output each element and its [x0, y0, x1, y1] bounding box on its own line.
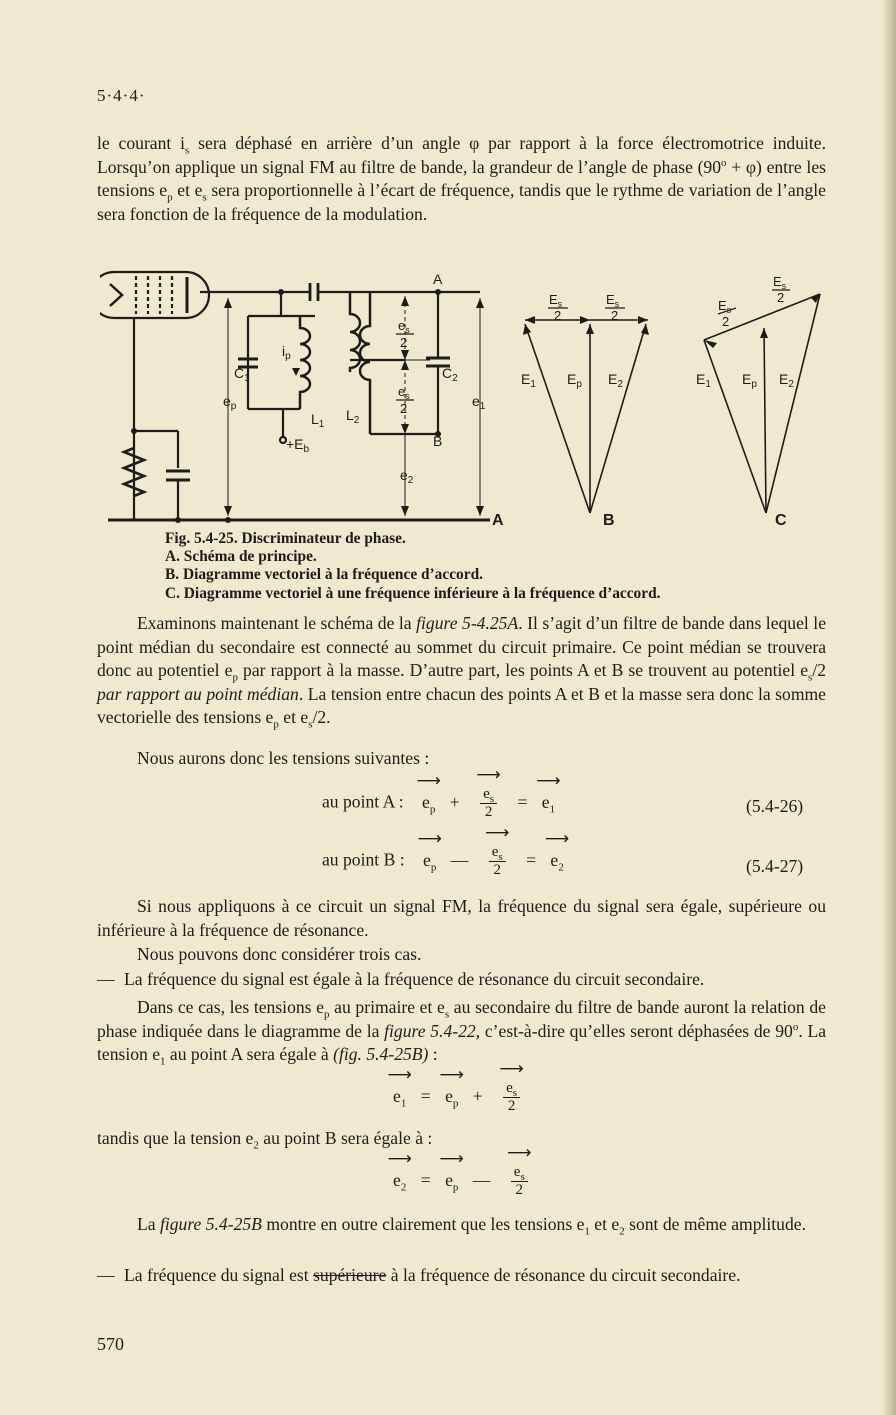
- page-number: 570: [97, 1334, 124, 1354]
- label-Es-right: $E_s$: [606, 292, 620, 309]
- label-L2: $L_2$: [346, 407, 360, 426]
- label-ip: $i_p$: [282, 343, 291, 362]
- label-E1-B: $E_1$: [521, 371, 536, 390]
- label-es-upper: $e_s$: [398, 318, 410, 335]
- case-2: — La fréquence du signal est supérieure à la fréquence de résonance du circuit secondaire.: [97, 1265, 741, 1285]
- intro-paragraph: le courant $i_s$ sera déphasé en arrière d’un angle φ par rapport à la force électromotrice induite. Lorsqu’on applique un signal FM au filtre de bande, la grandeur de l’angle de phase $(90^o + \varphi)$ entre les tensions $e_p$ et $e_s$ sera proportionnelle à l’écart de fréquence, tandis que le rythme de variation de l’angle sera fonction de la fréquence de la modulation.: [97, 133, 826, 224]
- label-E2-C: $E_2$: [779, 371, 794, 390]
- coil-L2: [360, 292, 370, 434]
- figure-caption: [165, 530, 845, 603]
- paragraph-6: tandis que la tension $e_2$ au point B sera égale à :: [97, 1128, 433, 1152]
- label-C-diagram: C: [775, 512, 787, 529]
- tube-cathode: [110, 284, 122, 306]
- paragraph-4: Nous pouvons donc considérer trois cas.: [137, 944, 422, 964]
- cathode-resistor: [124, 448, 144, 496]
- caption-title: Fig. 5.4-25. Discriminateur de phase.: [165, 530, 406, 547]
- label-A-diagram: A: [492, 512, 504, 529]
- label-E1-C: $E_1$: [696, 371, 711, 390]
- phase-discriminator-figure: [100, 268, 840, 530]
- label-es-upper-den: 2: [400, 335, 408, 350]
- label-Es-C-left-den: 2: [722, 314, 730, 329]
- label-C1: $C_1$: [234, 365, 250, 384]
- caption-item-b: B. Diagramme vectoriel à la fréquence d’accord.: [165, 566, 483, 584]
- label-Es-C-right-den: 2: [777, 290, 785, 305]
- equation-e1: ⟶ $e_1$ = ⟶ $e_p$ + ⟶ $e_s$ 2: [387, 1059, 524, 1114]
- coil-L1: [300, 316, 310, 409]
- label-C2: $C_2$: [442, 365, 458, 384]
- equation-number-26: (5.4-26): [746, 796, 804, 816]
- caption-item-c: C. Diagramme vectoriel à une fréquence inférieure à la fréquence d’accord.: [165, 584, 661, 602]
- label-Ep-B: $E_p$: [567, 371, 582, 390]
- label-E2-B: $E_2$: [608, 371, 623, 390]
- label-Eb: $+E_b$: [286, 436, 310, 455]
- label-e2: $e_2$: [400, 467, 414, 486]
- page-edge: [882, 0, 896, 1415]
- equation-number-27: (5.4-27): [746, 856, 804, 876]
- label-Es-left-den: 2: [554, 308, 562, 323]
- tube-envelope: [100, 272, 209, 318]
- label-e1: $e_1$: [472, 393, 486, 412]
- label-es-lower-den: 2: [400, 401, 408, 416]
- label-ep: $e_p$: [223, 393, 237, 412]
- label-L1: $L_1$: [311, 411, 325, 430]
- paragraph-3: Si nous appliquons à ce circuit un signal FM, la fréquence du signal sera égale, supérieure ou inférieure à la fréquence de résonance.: [97, 896, 826, 940]
- label-B-diagram: B: [603, 512, 615, 529]
- label-Es-C-right: $E_s$: [773, 274, 787, 291]
- label-B-node: B: [433, 433, 443, 449]
- paragraph-1: Examinons maintenant le schéma de la figure 5-4.25A. Il s’agit d’un filtre de bande dans lequel le point médian du secondaire est connecté au sommet du circuit primaire. Ce point médian se trouvera donc au potentiel $e_p$ par rapport à la masse. D’autre part, les points A et B se trouvent au potentiel $e_s/2$ par rapport au point médian. La tension entre chacun des points A et B et la masse sera donc la somme vectorielle des tensions $e_p$ et $e_s/2$.: [97, 613, 827, 731]
- label-Ep-C: $E_p$: [742, 371, 757, 390]
- label-Es-left: $E_s$: [549, 292, 563, 309]
- figure-svg: [100, 268, 840, 530]
- label-Es-C-left: $E_s$: [718, 298, 732, 315]
- paragraph-2: Nous aurons donc les tensions suivantes :: [137, 748, 430, 768]
- paragraph-7: La figure 5.4-25B montre en outre clairement que les tensions $e_1$ et $e_2$ sont de même amplitude.: [137, 1214, 806, 1238]
- label-Es-right-den: 2: [611, 308, 619, 323]
- paragraph-5: Dans ce cas, les tensions $e_p$ au primaire et $e_s$ au secondaire du filtre de bande auront la relation de phase indiquée dans le diagramme de la figure 5.4-22, c’est-à-dire qu’elles seront déphasées de 90$^o$. La tension $e_1$ au point A sera égale à (fig. 5.4-25B) :: [97, 997, 826, 1068]
- equation-5-4-26: au point A : ⟶ $e_p$ + ⟶ $e_s$ 2 = ⟶ $e_1$: [322, 765, 561, 820]
- equation-5-4-27: au point B : ⟶ $e_p$ — ⟶ $e_s$ 2 = ⟶ $e_2$: [322, 823, 570, 878]
- equation-e2: ⟶ $e_2$ = ⟶ $e_p$ — ⟶ $e_s$ 2: [387, 1143, 532, 1198]
- case-1: — La fréquence du signal est égale à la fréquence de résonance du circuit secondaire.: [97, 969, 705, 989]
- label-es-lower: $e_s$: [398, 384, 410, 401]
- section-number: 5·4·4·: [97, 86, 146, 105]
- label-A-top: A: [433, 271, 443, 287]
- caption-item-a: A. Schéma de principe.: [165, 548, 317, 566]
